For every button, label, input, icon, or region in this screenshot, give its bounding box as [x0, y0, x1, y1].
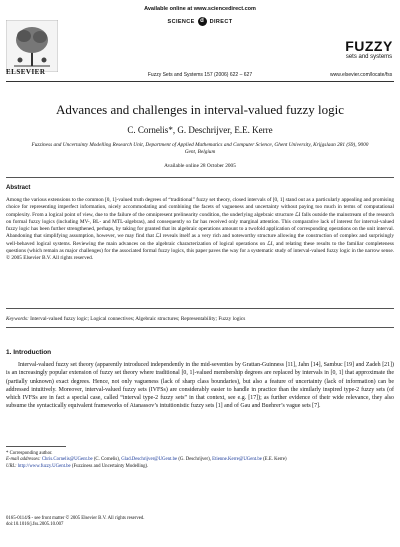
email-owner-deschrijver: (G. Deschrijver), — [178, 457, 211, 463]
email-link-kerre[interactable]: Etienne.Kerre@UGent.be — [212, 457, 262, 463]
keywords-line — [6, 316, 245, 322]
abstract-heading: Abstract — [6, 185, 31, 191]
author-affiliation: Fuzziness and Uncertainty Modelling Research Unit, Department of Applied Mathematics and Computer Science, Ghent University, Krijgslaan 281 (S9), 9000 Gent, Belgium — [31, 142, 369, 155]
journal-citation: Fuzzy Sets and Systems 157 (2006) 622 – 627 — [147, 72, 253, 78]
footnotes — [6, 451, 394, 470]
research-unit-name: (Fuzziness and Uncertainty Modelling). — [71, 463, 149, 469]
elsevier-tree-logo — [6, 20, 58, 72]
research-unit-url[interactable]: http://www.fuzzy.UGent.be — [17, 463, 71, 469]
sciencedirect-mark-icon: d — [198, 17, 207, 26]
footnote-divider — [6, 446, 66, 447]
abstract-copyright: © 2005 Elsevier B.V. All rights reserved. — [6, 255, 94, 262]
keywords-label: Keywords: — [6, 316, 29, 322]
section-heading-introduction: 1. Introduction — [6, 349, 52, 356]
journal-logo-title: FUZZY — [345, 38, 393, 54]
available-online-date: Available online 28 October 2005 — [164, 163, 236, 169]
keywords-text: Interval-valued fuzzy logic; Logical connectives; Algebraic structures; Representability; Fuzzy logics — [30, 316, 246, 322]
publisher-name: ELSEVIER — [6, 68, 46, 76]
introduction-paragraph: Interval-valued fuzzy set theory (apparently introduced independently in the mid-seventies by Grattan-Guinness [11], Jahn [14], Sambuc [19] and Zadeh [21]) is an increasingly popular extension of fuzzy set theory where traditional [0, 1]-valued membership degrees are replaced by intervals in [0, 1] that approximate the (partially unknown) exact degrees. Hence, not only vagueness (lack of sharp class boundaries), but also a feature of uncertainty (lack of information) can be addressed intuitively. Moreover, interval-valued fuzzy sets (IVFSs) are considerably easier to handle in practice than the similarly inspired type-2 fuzzy sets (of which IVFSs are in fact a special case, called “interval type-2 fuzzy sets” in that context, see e.g. [17]); as further evidence of their wide relevance, they also subsume the syntactically equivalent frameworks of Atanassov’s intuitionistic fuzzy sets [1] and of Gau and Buehrer’s vague sets [7]. — [6, 362, 394, 410]
journal-logo-subtitle: sets and systems — [345, 54, 393, 60]
available-online-banner: Available online at www.sciencedirect.com — [144, 6, 256, 12]
abstract-body — [6, 197, 394, 263]
email-label: E-mail addresses: — [6, 457, 41, 463]
email-owner-kerre: (E.E. Kerre) — [263, 457, 287, 463]
sciencedirect-suffix: DIRECT — [209, 18, 233, 25]
keywords-divider — [6, 327, 394, 328]
email-link-deschrijver[interactable]: Glad.Deschrijver@UGent.be — [121, 457, 178, 463]
article-title: Advances and challenges in interval-valued fuzzy logic — [55, 102, 345, 117]
article-authors: C. Cornelis*, G. Deschrijver, E.E. Kerre — [127, 125, 273, 135]
abstract-bottom-divider — [6, 308, 394, 309]
url-label: URL: — [6, 463, 17, 469]
email-owner-cornelis: (C. Cornelis), — [93, 457, 121, 463]
doi-line[interactable]: doi:10.1016/j.fss.2005.10.007 — [6, 522, 64, 528]
sciencedirect-prefix: SCIENCE — [167, 18, 195, 25]
header-divider — [6, 81, 394, 82]
front-matter-info — [6, 516, 144, 529]
abstract-text: Among the various extensions to the common [0, 1]-valued truth degrees of “traditional” fuzzy set theory, closed intervals of [0, 1] stand out as a particularly appealing and promising choice for representing imperfect information, nicely accommodating and combining the facets of vagueness and uncertainty without paying too much in terms of computational complexity. From a logical point of view, due to the failure of the omnipresent prelinearity condition, the underlying algebraic structure ℒI falls outside the mainstream of the research on formal fuzzy logics (including MV-, BL- and MTL-algebras), and consequently so far has received only marginal attention. This comparative lack of interest for interval-valued fuzzy logic has been further strengthened, perhaps, by taking for granted that its algebraic operations amount to a twofold application of corresponding operations on the unit interval. Abandoning that simplifying assumption, however, we may find that ℒI reveals itself as a very rich and noteworthy structure allowing the construction of complex and surprisingly well-behaved logical systems. Reviewing the main advances on the algebraic characterization of logical operations on ℒI, and relating these results to the familiar completeness questions (which remain as major challenges) for the associated formal fuzzy logics, this paper paves the way for a systematic study of interval-valued fuzzy logic in the narrow sense. — [6, 197, 395, 255]
email-link-cornelis[interactable]: Chris.Cornelis@UGent.be — [41, 457, 93, 463]
sciencedirect-logo — [0, 17, 400, 26]
journal-url[interactable]: www.elsevier.com/locate/fss — [330, 72, 393, 78]
journal-logo — [343, 38, 395, 60]
abstract-top-divider — [6, 177, 394, 178]
corresponding-author-note: * Corresponding author. — [6, 451, 53, 456]
issn-line: 0165-0114/$ - see front matter © 2005 Elsevier B.V. All rights reserved. — [6, 516, 145, 521]
